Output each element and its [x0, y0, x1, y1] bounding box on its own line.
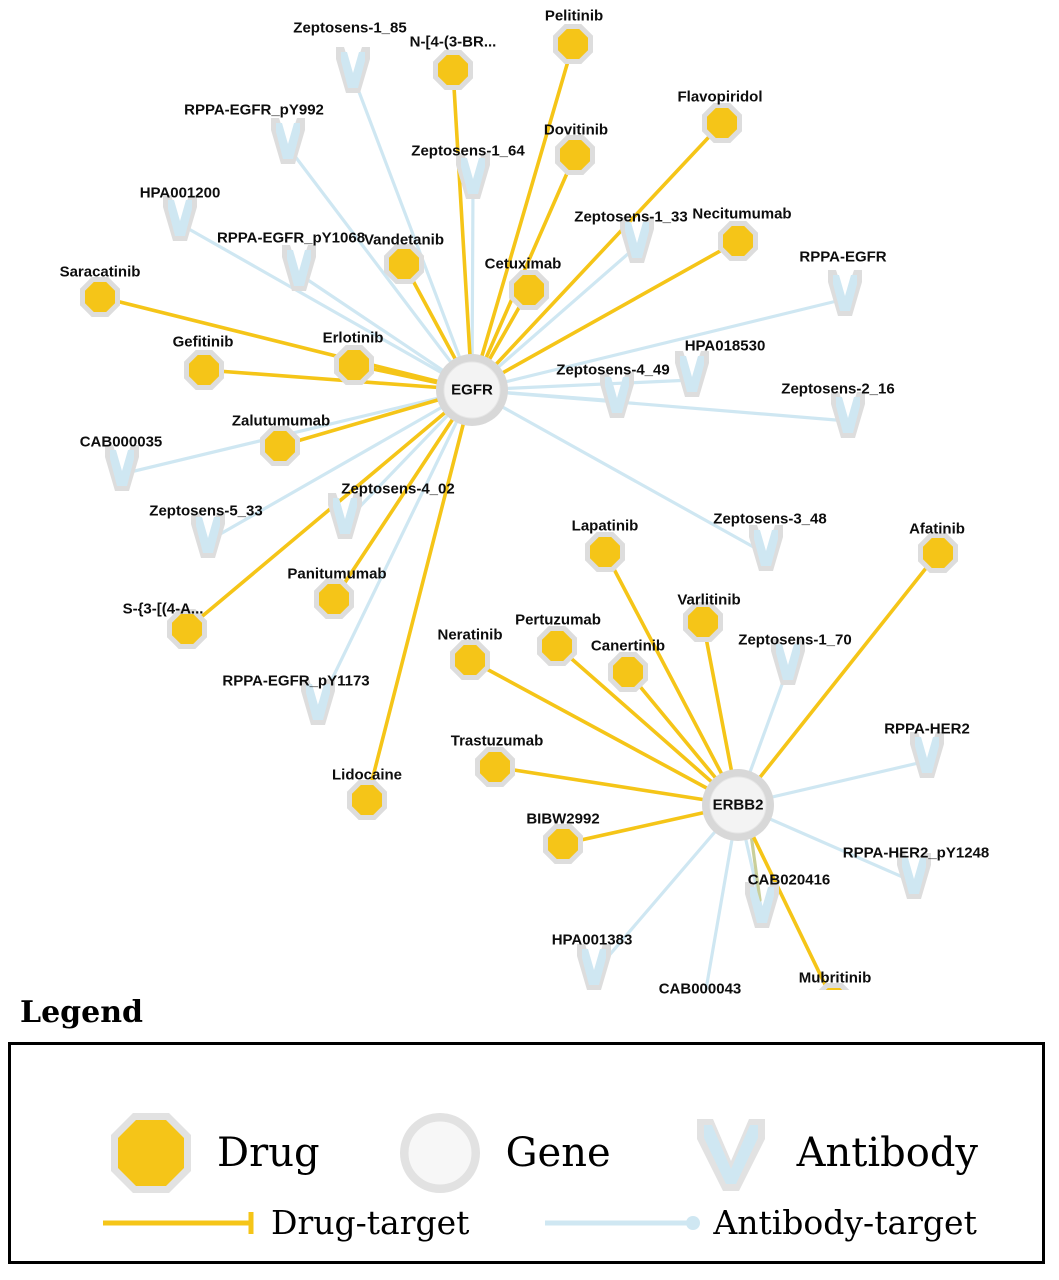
drug-label: Vandetanib	[363, 231, 445, 249]
antibody-node[interactable]	[328, 493, 362, 539]
octagon-icon	[707, 108, 737, 138]
drug-label: Erlotinib	[322, 329, 384, 347]
drug-node[interactable]	[260, 426, 300, 466]
octagon-icon	[613, 657, 643, 687]
drug-node[interactable]	[553, 24, 593, 64]
antibody-label: Zeptosens-1_64	[411, 142, 525, 160]
antibody-label: RPPA-EGFR	[799, 248, 887, 266]
antibody-node[interactable]	[675, 351, 709, 397]
legend-label-drug: Drug	[217, 1130, 320, 1176]
drug-label: Varlitinib	[677, 591, 741, 609]
octagon-icon	[723, 226, 753, 256]
antibody-node[interactable]	[831, 392, 865, 438]
drug-label: Dovitinib	[543, 121, 609, 139]
antibody-label: Zeptosens-3_48	[713, 510, 827, 528]
legend-label-drug-target: Drug-target	[271, 1203, 470, 1242]
antibody-node[interactable]	[105, 445, 139, 491]
antibody-label: CAB000035	[79, 433, 163, 451]
drug-node[interactable]	[537, 626, 577, 666]
drug-node[interactable]	[80, 277, 120, 317]
antibody-target-edge-icon	[543, 1208, 703, 1238]
drug-label: Trastuzumab	[450, 732, 544, 750]
antibody-label: Zeptosens-1_70	[738, 631, 852, 649]
octagon-icon	[542, 631, 572, 661]
octagon-icon	[319, 584, 349, 614]
octagon-icon	[85, 282, 115, 312]
octagon-icon	[923, 538, 953, 568]
octagon-icon	[389, 249, 419, 279]
antibody-node[interactable]	[577, 944, 611, 990]
edge	[288, 147, 472, 390]
edge	[318, 390, 472, 708]
antibody-label: CAB000043	[658, 980, 742, 998]
legend-item-gene	[392, 1105, 611, 1201]
legend-label-gene: Gene	[505, 1130, 611, 1176]
drug-node[interactable]	[347, 780, 387, 820]
antibody-label: HPA001383	[551, 931, 633, 949]
gene-label: ERBB2	[712, 796, 764, 814]
antibody-node[interactable]	[163, 195, 197, 241]
drug-label: Flavopiridol	[677, 88, 763, 106]
drug-label: S-{3-[(4-A...	[122, 600, 204, 618]
drug-label: Lidocaine	[331, 766, 403, 784]
drug-node[interactable]	[718, 221, 758, 261]
drug-target-edge-icon	[101, 1208, 261, 1238]
octagon-icon	[688, 607, 718, 637]
legend-shapes-row	[11, 1105, 1042, 1201]
antibody-label: RPPA-HER2	[884, 720, 970, 738]
drug-label: N-[4-(3-BR...	[409, 33, 497, 51]
drug-node[interactable]	[314, 579, 354, 619]
drug-node[interactable]	[543, 824, 583, 864]
legend-label-antibody-target: Antibody-target	[713, 1203, 977, 1242]
antibody-node[interactable]	[336, 47, 370, 93]
octagon-icon	[558, 29, 588, 59]
drug-label: Lapatinib	[571, 517, 639, 535]
drug-node[interactable]	[702, 103, 742, 143]
drug-node[interactable]	[450, 640, 490, 680]
antibody-node[interactable]	[749, 525, 783, 571]
chevron-icon	[683, 1105, 779, 1201]
octagon-icon	[189, 355, 219, 385]
antibody-label: RPPA-EGFR_pY992	[184, 101, 324, 119]
circle-icon	[392, 1105, 488, 1201]
octagon-icon	[103, 1105, 199, 1201]
drug-label: Zalutumumab	[231, 412, 331, 430]
edge	[453, 70, 472, 390]
drug-node[interactable]	[184, 350, 224, 390]
drug-label: Pertuzumab	[515, 611, 601, 629]
drug-label: Pelitinib	[544, 7, 604, 25]
octagon-icon	[514, 275, 544, 305]
antibody-node[interactable]	[910, 732, 944, 778]
octagon-icon	[590, 537, 620, 567]
antibody-label: HPA001200	[139, 184, 221, 202]
drug-label: Canertinib	[590, 637, 666, 655]
octagon-icon	[339, 350, 369, 380]
legend-title: Legend	[20, 995, 144, 1030]
antibody-node[interactable]	[600, 372, 634, 418]
drug-node[interactable]	[585, 532, 625, 572]
edge	[738, 553, 938, 805]
antibody-label: CAB020416	[747, 871, 831, 889]
octagon-icon	[265, 431, 295, 461]
legend-item-drug	[103, 1105, 320, 1201]
octagon-icon	[548, 829, 578, 859]
antibody-label: Zeptosens-2_16	[781, 380, 895, 398]
antibody-label: Zeptosens-5_33	[149, 502, 263, 520]
antibody-label: Zeptosens-4_02	[341, 480, 455, 498]
drug-node[interactable]	[433, 50, 473, 90]
antibody-label: Zeptosens-1_33	[574, 208, 688, 226]
gene-label: EGFR	[451, 381, 493, 399]
antibody-label: HPA018530	[684, 337, 766, 355]
drug-node[interactable]	[384, 244, 424, 284]
drug-node[interactable]	[555, 135, 595, 175]
octagon-icon	[560, 140, 590, 170]
legend-box	[8, 1042, 1045, 1264]
octagon-icon	[480, 752, 510, 782]
antibody-node[interactable]	[828, 270, 862, 316]
drug-node[interactable]	[475, 747, 515, 787]
antibody-label: RPPA-EGFR_pY1068	[216, 229, 366, 247]
antibody-label: Zeptosens-1_85	[293, 19, 407, 37]
octagon-icon	[438, 55, 468, 85]
drug-label: Necitumumab	[692, 205, 792, 223]
antibody-label: Zeptosens-4_49	[556, 361, 670, 379]
drug-label: Panitumumab	[287, 565, 387, 583]
octagon-icon	[352, 785, 382, 815]
drug-label: Gefitinib	[172, 333, 234, 351]
drug-label: Cetuximab	[484, 255, 562, 273]
drug-node[interactable]	[918, 533, 958, 573]
drug-label: Saracatinib	[59, 263, 141, 281]
octagon-icon	[172, 614, 202, 644]
antibody-node[interactable]	[271, 118, 305, 164]
drug-node[interactable]	[334, 345, 374, 385]
antibody-label: RPPA-HER2_pY1248	[842, 844, 990, 862]
antibody-label: RPPA-EGFR_pY1173	[222, 672, 370, 690]
legend-edge-antibody-target	[543, 1203, 976, 1242]
octagon-icon	[455, 645, 485, 675]
drug-node[interactable]	[509, 270, 549, 310]
legend-edges-row	[11, 1203, 1042, 1242]
drug-node[interactable]	[608, 652, 648, 692]
legend-label-antibody: Antibody	[796, 1130, 979, 1176]
drug-label: BIBW2992	[526, 810, 600, 828]
legend-item-antibody	[683, 1105, 978, 1201]
drug-label: Neratinib	[437, 626, 503, 644]
drug-label: Mubritinib	[798, 969, 872, 987]
legend-edge-drug-target	[101, 1203, 469, 1242]
drug-label: Afatinib	[909, 520, 965, 538]
